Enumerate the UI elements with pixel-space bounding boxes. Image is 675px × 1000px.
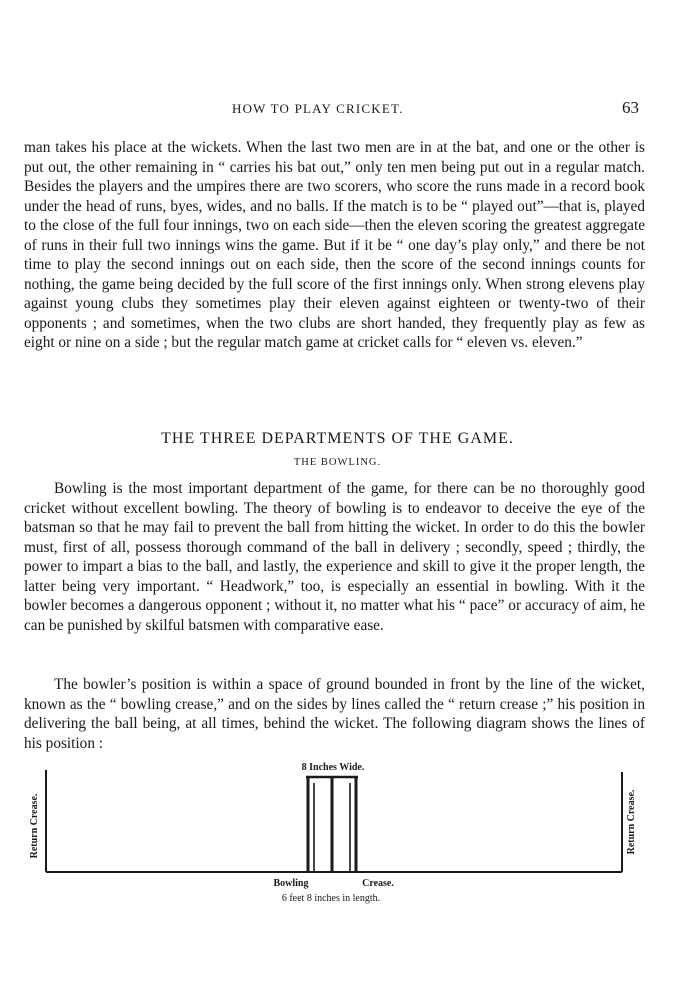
- paragraph-bowler-position: The bowler’s position is within a space of ground bounded in front by the line of the wicket, known as the “ bowling crease,” and on the sides by lines called the “ return crease ;” his position in delivering the ball being, at all times, behind the wicket. The following diagram shows the lines of his position :: [24, 676, 645, 752]
- wicket-width-label: 8 Inches Wide.: [301, 762, 365, 773]
- length-label: 6 feet 8 inches in length.: [281, 893, 381, 904]
- section-subtitle: THE BOWLING.: [293, 457, 382, 468]
- paragraph-bowling-intro: Bowling is the most important department of the game, for there can be no thoroughly good cricket without excellent bowling. The theory of bowling is to endeavor to deceive the eye of the batsman so that he may fail to prevent the ball from hitting the wicket. In order to do this the bowler must, first of all, possess thorough command of the ball in delivery ; secondly, speed ; thirdly, the power to impart a bias to the ball, and lastly, the experience and skill to give it the proper length, the latter being very important. “ Headwork,” too, is especially an essential in bowling. With it the bowler becomes a dangerous opponent ; without it, no matter what his “ pace” or accuracy of aim, he can be punished by skilful batsmen with comparative ease.: [24, 480, 645, 634]
- bowling-label: Bowling: [273, 878, 309, 889]
- right-return-crease-label: Return Crease.: [626, 789, 637, 855]
- running-head: HOW TO PLAY CRICKET.: [232, 101, 404, 116]
- page-number: 63: [622, 98, 639, 117]
- bowling-crease-diagram: [0, 758, 675, 908]
- left-return-crease-label: Return Crease.: [29, 793, 40, 859]
- wicket-stumps: [306, 777, 358, 872]
- paragraph-match-rules: man takes his place at the wickets. When the last two men are in at the bat, and one or the other is put out, the other remaining in “ carries his bat out,” only ten men being put out in a regular match. Besides the players and the umpires there are two scorers, who score the runs made in a record book under the head of runs, byes, wides, and no balls. If the match is to be “ played out”—that is, played to the close of the full four innings, two on each side—then the eleven scoring the greatest aggregate of runs in their full two innings wins the game. But if it be “ one day’s play only,” and there be not time to play the second innings out on each side, then the score of the second innings counts for nothing, the game being decided by the full score of the first innings only. When strong elevens play against young clubs they sometimes play their eleven against eighteen or twenty-two of their opponents ; and sometimes, when the two clubs are short handed, they frequently play as few as eight or nine on a side ; but the regular match game at cricket calls for “ eleven vs. eleven.”: [24, 139, 645, 351]
- crease-label: Crease.: [362, 878, 394, 889]
- section-title: THE THREE DEPARTMENTS OF THE GAME.: [161, 430, 514, 447]
- page-header: [0, 98, 675, 121]
